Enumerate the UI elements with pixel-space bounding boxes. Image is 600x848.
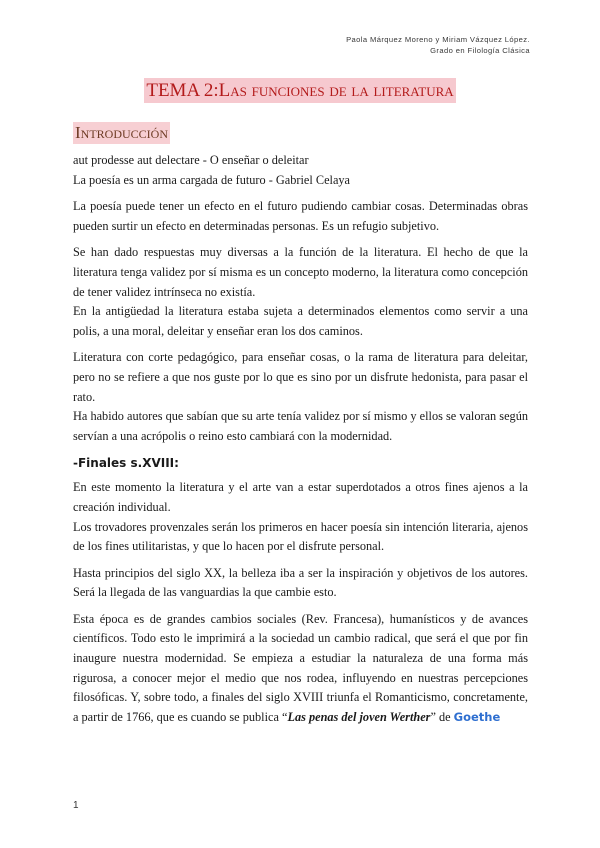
paragraph: Hasta principios del siglo XX, la belleza iba a ser la inspiración y objetivos de los autores. Será la llegada de las vanguardias la que cambie esto. — [73, 565, 528, 600]
goethe-link[interactable]: Goethe — [453, 709, 501, 724]
subheading-finales-xviii: -Finales s.XVIII: — [73, 456, 179, 471]
page-title-text: TEMA 2:Las funciones de la literatura — [146, 80, 454, 101]
paragraph: La poesía puede tener un efecto en el futuro pudiendo cambiar cosas. Determinadas obras pueden surtir un efecto en determinadas personas. Es un refugio subjetivo. — [73, 199, 528, 233]
section-heading-introduccion: Introducción — [75, 123, 168, 142]
page-number: 1 — [73, 800, 79, 811]
paragraph: Literatura con corte pedagógico, para enseñar cosas, o la rama de literatura para deleitar, pero no se refiere a que nos guste por lo que es sino por un disfrute hedonista, para pasar el rato. — [73, 350, 528, 404]
paragraph-text: Esta época es de grandes cambios sociales (Rev. Francesa), humanísticos y de avances científicos. Todo esto le imprimirá a la sociedad un cambio radical, que será el que por fin inaugure nuestra modernidad. Se empieza a estudiar la naturaleza de una forma más rigurosa, a conocer mejor el medio que nos rodea, influyendo en nuestras percepciones filosóficas. Y, sobre todo, a finales del siglo XVIII triunfa el Romanticismo, concretamente, a partir de 1766, que es cuando se publica “ — [73, 611, 528, 724]
paragraph-romanticismo — [73, 610, 528, 728]
paragraph-celaya-quote: La poesía es un arma cargada de futuro - Gabriel Celaya — [73, 172, 351, 187]
author-header — [346, 34, 530, 56]
paragraph: En la antigüedad la literatura estaba sujeta a determinados elementos como servir a una polis, a una moral, deleitar y enseñar eran los dos caminos. — [73, 304, 528, 338]
paragraph: Se han dado respuestas muy diversas a la función de la literatura. El hecho de que la literatura tenga validez por sí misma es un concepto moderno, la literatura como concepción de tener validez intrínseca no existía. — [73, 245, 528, 299]
page-title — [0, 78, 600, 103]
paragraph: Los trovadores provenzales serán los primeros en hacer poesía sin intención literaria, ajenos de los fines utilitaristas, y que lo hacen por el disfrute personal. — [73, 519, 528, 554]
paragraph-text: ” de — [430, 709, 454, 724]
paragraph: Ha habido autores que sabían que su arte tenía validez por sí mismo y ellos se valoran según servían a una acrópolis o reino esto cambiará con la modernidad. — [73, 409, 528, 443]
book-title: Las penas del joven Werther — [287, 709, 431, 724]
degree-line: Grado en Filología Clásica — [430, 46, 530, 55]
author-line: Paola Márquez Moreno y Miriam Vázquez López. — [346, 35, 530, 44]
document-body — [73, 151, 528, 727]
paragraph-latin-quote: aut prodesse aut delectare - O enseñar o deleitar — [73, 153, 309, 167]
paragraph: En este momento la literatura y el arte van a estar superdotados a otros fines ajenos a la creación individual. — [73, 480, 528, 514]
